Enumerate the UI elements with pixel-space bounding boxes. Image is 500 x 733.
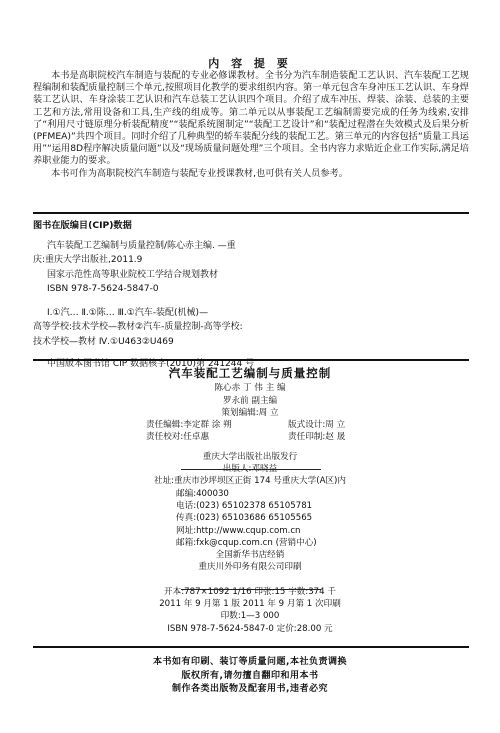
deputy-editor-line: 罗永前 副主编 bbox=[222, 395, 278, 406]
abstract-body bbox=[33, 70, 469, 180]
postcode: 邮编:400030 bbox=[176, 488, 229, 499]
print-run: 印数:1—3 000 bbox=[220, 611, 280, 622]
abstract-paragraph-1: 本书是高职院校汽车制造与装配的专业必修课教材。全书分为汽车制造装配工艺认识、汽车装配工艺规程编制和装配质量控制三个单元,按照项目化教学的要求组织内容。第一单元包含车身冲压工艺认识、车身焊装工艺认识、车身涂装工艺认识和汽车总装工艺认识四个项目。介绍了成车冲压、焊装、涂装、总装的主要工艺和方法,常用设备和工具,生产线的组成等。第二单元以从事装配工艺编制需要完成的任务为线索,安排了“利用尺寸链原理分析装配精度”“装配系统图制定”“装配工艺设计”和“装配过程潜在失效模式及后果分析(PFMEA)”共四个项目。同时介绍了几种典型的轿车装配分线的装配工艺。第三单元的内容包括“质量工具运用”“运用8D程序解决质量问题”以及“现场质量问题处理”三个项目。全书内容力求贴近企业工作实际,满足培养职业能力的要求。 bbox=[33, 70, 469, 167]
copyright-notice bbox=[0, 656, 500, 697]
fax-row bbox=[0, 512, 500, 524]
section-divider bbox=[33, 212, 469, 214]
phone-row bbox=[0, 500, 500, 512]
website-row bbox=[0, 525, 500, 537]
notice-divider bbox=[33, 646, 469, 648]
proof-row bbox=[0, 431, 500, 443]
publisher: 重庆大学出版社出版发行 bbox=[202, 451, 298, 462]
cip-line: 庆:重庆大学出版社,2011.9 bbox=[33, 255, 143, 265]
abstract-title: 内 容 提 要 bbox=[208, 57, 292, 70]
cip-isbn: ISBN 978-7-5624-5847-0 bbox=[47, 284, 159, 294]
format-line: 开本:787×1092 1/16 印张:15 字数:374 千 bbox=[164, 586, 336, 597]
cip-record-number: 中国版本图书馆 CIP 数据核字(2010)第 241244 号 bbox=[47, 359, 255, 369]
cip-heading: 图书在版编目(CIP)数据 bbox=[33, 220, 132, 231]
publisher-divider bbox=[181, 469, 321, 470]
printer-in-charge: 责任印制:赵 晟 bbox=[288, 432, 346, 443]
cip-class-line: Ⅰ.①汽… Ⅱ.①陈… Ⅲ.①汽车-装配(机械)— bbox=[47, 307, 209, 318]
planning-editor: 策划编辑:周 立 bbox=[221, 407, 279, 418]
printing-divider bbox=[181, 589, 321, 590]
isbn-price: ISBN 978-7-5624-5847-0 定价:28.00 元 bbox=[167, 623, 333, 634]
publisher-address: 社址:重庆市沙坪坝区正街 174 号重庆大学(A区)内 bbox=[153, 476, 347, 487]
section-divider bbox=[33, 359, 469, 361]
cip-data-block bbox=[33, 219, 469, 372]
printer: 重庆川外印务有限公司印刷 bbox=[198, 562, 302, 573]
notice-line: 本书如有印刷、装订等质量问题,本社负责调换 bbox=[153, 657, 347, 667]
publisher-person: 出版人:邓晓益 bbox=[222, 464, 278, 475]
distribution: 全国新华书店经销 bbox=[215, 550, 285, 561]
editors-line: 陈心赤 丁 伟 主 编 bbox=[214, 383, 286, 394]
responsible-editor: 责任编辑:李定群 涂 朔 bbox=[146, 420, 232, 431]
cip-line: 汽车装配工艺编制与质量控制/陈心赤主编. —重 bbox=[47, 240, 236, 251]
notice-line: 制作各类出版物及配套用书,违者必究 bbox=[172, 684, 328, 694]
website: 网址:http://www.cqup.com.cn bbox=[176, 525, 301, 536]
abstract-paragraph-2: 本书可作为高职院校汽车制造与装配专业授课教材,也可供有关人员参考。 bbox=[51, 167, 348, 179]
notice-line: 版权所有,请勿擅自翻印和用本书 bbox=[181, 670, 319, 681]
credits-block bbox=[0, 367, 500, 635]
email-row bbox=[0, 537, 500, 549]
edition-line: 2011 年 9 月第 1 版 2011 年 9 月第 1 次印刷 bbox=[159, 599, 341, 610]
book-title: 汽车装配工艺编制与质量控制 bbox=[168, 366, 332, 380]
fax: 传真:(023) 65103686 65105565 bbox=[176, 513, 313, 524]
layout-design: 版式设计:周 立 bbox=[288, 420, 346, 431]
phone: 电话:(023) 65102378 65105781 bbox=[176, 500, 313, 511]
editor-row bbox=[0, 419, 500, 431]
proofreader: 责任校对:任卓惠 bbox=[146, 432, 210, 443]
cip-class-line: 高等学校:技术学校—教材②汽车-质量控制-高等学校: bbox=[33, 322, 243, 332]
email: 邮箱:fxk@cqup.com.cn (营销中心) bbox=[176, 537, 317, 548]
cip-class-line: 技术学校—教材 Ⅳ.①U463②U469 bbox=[33, 336, 174, 347]
cip-line: 国家示范性高等职业院校工学结合规划教材 bbox=[47, 269, 219, 280]
postcode-row bbox=[0, 488, 500, 500]
